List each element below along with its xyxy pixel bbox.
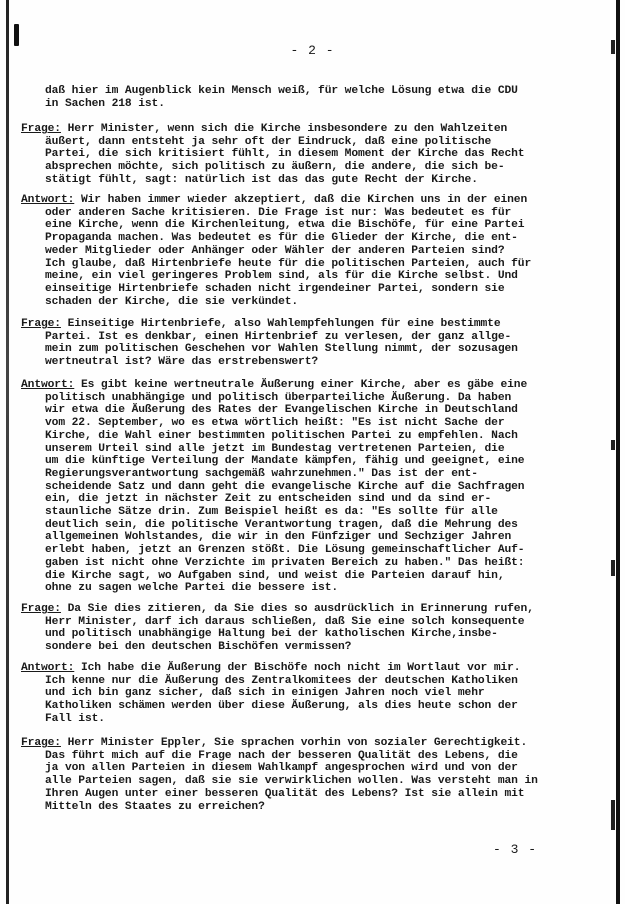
answer-first-line — [21, 194, 561, 207]
text-line: und politisch unabhängige Haltung bei der katholischen Kirche,insbe- — [45, 628, 498, 641]
speaker-label-question: Frage: — [21, 123, 61, 135]
text-line: sondere bei den deutschen Bischöfen vermissen? — [45, 641, 352, 654]
text-paragraph — [21, 85, 561, 110]
text-line: die Kirche sagt, wo Aufgaben sind, und weist die Parteien darauf hin, — [45, 569, 505, 582]
margin-mark — [611, 800, 615, 830]
text-line: stätigt fühlt, sagt: natürlich ist das das gute Recht der Kirche. — [45, 173, 478, 186]
text-line: staunliche Sätze drin. Zum Beispiel heißt es da: "Es sollte für alle — [45, 506, 498, 519]
page-edge-left — [6, 0, 9, 904]
text-line: weder Mitglieder oder Anhänger oder Wähler der anderen Parteien sind? — [45, 244, 505, 257]
speaker-label-question: Frage: — [21, 737, 61, 749]
question-first-line — [21, 318, 561, 331]
question-first-line — [21, 737, 561, 750]
question-block — [21, 123, 561, 187]
text-line: daß hier im Augenblick kein Mensch weiß, für welche Lösung etwa die CDU — [45, 85, 518, 97]
text-line: und ich bin ganz sicher, daß sich in einigen Jahren noch viel mehr — [45, 687, 485, 700]
question-block — [21, 318, 561, 369]
text-line: ja von allen Parteien in diesem Wahlkampf angesprochen wird und von der — [45, 762, 518, 775]
text-line: eine Kirche, wenn die Kirchenleitung, etwa die Bischöfe, für eine Partei — [45, 219, 525, 232]
speaker-label-answer: Antwort: — [21, 379, 75, 391]
text-line: deutlich sein, die politische Verantwortung tragen, daß die Mehrung des — [45, 518, 518, 531]
speaker-label-answer: Antwort: — [21, 662, 75, 674]
text-line: mein zum politischen Geschehen vor Wahlen Stellung nimmt, der sozusagen — [45, 343, 518, 356]
text-line: Katholiken schämen werden über diese Äußerung, als dies heute schon der — [45, 700, 518, 713]
margin-mark — [611, 560, 615, 576]
text-line: Propaganda machen. Was bedeutet es für die Glieder der Kirche, die ent- — [45, 232, 518, 245]
text-line: gaben ist nicht ohne Verzichte im privaten Bereich zu haben." Das heißt: — [45, 556, 525, 569]
text-line: wir etwa die Äußerung des Rates der Evangelischen Kirche in Deutschland — [45, 404, 518, 417]
text-line: in Sachen 218 ist. — [45, 97, 165, 110]
question-first-line — [21, 603, 561, 616]
text-line: vom 22. September, wo es etwa wörtlich heißt: "Es ist nicht Sache der — [45, 417, 505, 430]
text-line: Wir haben immer wieder akzeptiert, daß die Kirchen uns in der einen — [74, 194, 528, 206]
text-line: Partei, die sich kritisiert fühlt, in diesem Moment der Kirche das Recht — [45, 148, 525, 161]
text-line: Regierungsverantwortung sachgemäß wahrzunehmen." Das ist der ent- — [45, 467, 478, 480]
question-block — [21, 603, 561, 654]
question-first-line — [21, 123, 561, 136]
text-line: äußert, dann entsteht ja sehr oft der Eindruck, daß eine politische — [45, 135, 492, 148]
speaker-label-question: Frage: — [21, 318, 61, 330]
text-line: einseitige Hirtenbriefe schaden nicht irgendeiner Partei, sondern sie — [45, 282, 505, 295]
answer-first-line — [21, 379, 561, 392]
text-line: unserem Urteil sind alle jetzt im Bundestag vertretenen Parteien, die — [45, 442, 505, 455]
question-block — [21, 737, 561, 813]
page-number-top: - 2 - — [290, 43, 335, 58]
text-line: Ich glaube, daß Hirtenbriefe heute für die politischen Parteien, auch für — [45, 257, 532, 270]
speaker-label-answer: Antwort: — [21, 194, 75, 206]
text-line: Ich habe die Äußerung der Bischöfe noch nicht im Wortlaut vor mir. — [74, 662, 521, 674]
text-line: Herr Minister, darf ich daraus schließen, daß Sie eine solch konsequente — [45, 615, 525, 628]
text-line: ein, die jetzt in nächster Zeit zu entscheiden sind und da sind er- — [45, 493, 492, 506]
answer-block — [21, 379, 561, 595]
text-line: Herr Minister, wenn sich die Kirche insbesondere zu den Wahlzeiten — [60, 123, 508, 135]
text-line: politisch unabhängige und politisch überparteiliche Äußerung. Da haben — [45, 391, 512, 404]
text-line: Es gibt keine wertneutrale Äußerung einer Kirche, aber es gäbe eine — [74, 379, 528, 391]
text-line: oder anderen Sache kritisieren. Die Frage ist nur: Was bedeutet es für — [45, 206, 512, 219]
text-line: wertneutral ist? Wäre das erstrebenswert? — [45, 356, 319, 369]
text-line: ohne zu sagen welche Partei die bessere ist. — [45, 582, 339, 595]
text-line: alle Parteien sagen, daß sie sie verwirklichen wollen. Was versteht man in — [45, 775, 538, 788]
text-line: Das führt mich auf die Frage nach der besseren Qualität des Lebens, die — [45, 749, 518, 762]
text-line: Ihren Augen unter einer besseren Qualität des Lebens? Ist sie allein mit — [45, 787, 525, 800]
text-line: Herr Minister Eppler, Sie sprachen vorhin von sozialer Gerechtigkeit. — [60, 737, 528, 749]
text-line: Da Sie dies zitieren, da Sie dies so ausdrücklich in Erinnerung rufen, — [60, 603, 534, 615]
page-number-bottom: - 3 - — [493, 842, 538, 857]
text-line: Ich kenne nur die Äußerung des Zentralkomitees der deutschen Katholiken — [45, 674, 518, 687]
text-line: Mitteln des Staates zu erreichen? — [45, 800, 265, 813]
text-line: allgemeinen Wohlstandes, die wir in den Fünfziger und Sechziger Jahren — [45, 531, 512, 544]
margin-mark — [611, 440, 615, 450]
speaker-label-question: Frage: — [21, 603, 61, 615]
text-line: erlebt haben, jetzt an Grenzen stößt. Die Lösung gemeinschaftlicher Auf- — [45, 544, 525, 557]
text-line: absprechen möchte, sich politisch zu äußern, die andere, die sich be- — [45, 161, 505, 174]
text-line: Partei. Ist es denkbar, einen Hirtenbrief zu verlesen, der ganz allge- — [45, 330, 512, 343]
text-line: Kirche, die Wahl einer bestimmten politischen Partei zu empfehlen. Nach — [45, 429, 518, 442]
page-edge-right — [616, 0, 620, 904]
answer-block — [21, 662, 561, 726]
answer-block — [21, 194, 561, 308]
text-line: schaden der Kirche, die sie verkündet. — [45, 295, 299, 308]
text-line: scheidende Satz und dann geht die evangelische Kirche auf die Sachfragen — [45, 480, 525, 493]
text-line: um die künftige Verteilung der Mandate kämpfen, fähig und geeignet, eine — [45, 455, 525, 468]
answer-first-line — [21, 662, 561, 675]
text-line: meine, ein viel geringeres Problem sind, als für die Kirche selbst. Und — [45, 270, 518, 283]
text-line: Einseitige Hirtenbriefe, also Wahlempfehlungen für eine bestimmte — [60, 318, 501, 330]
text-line: Fall ist. — [45, 712, 105, 725]
